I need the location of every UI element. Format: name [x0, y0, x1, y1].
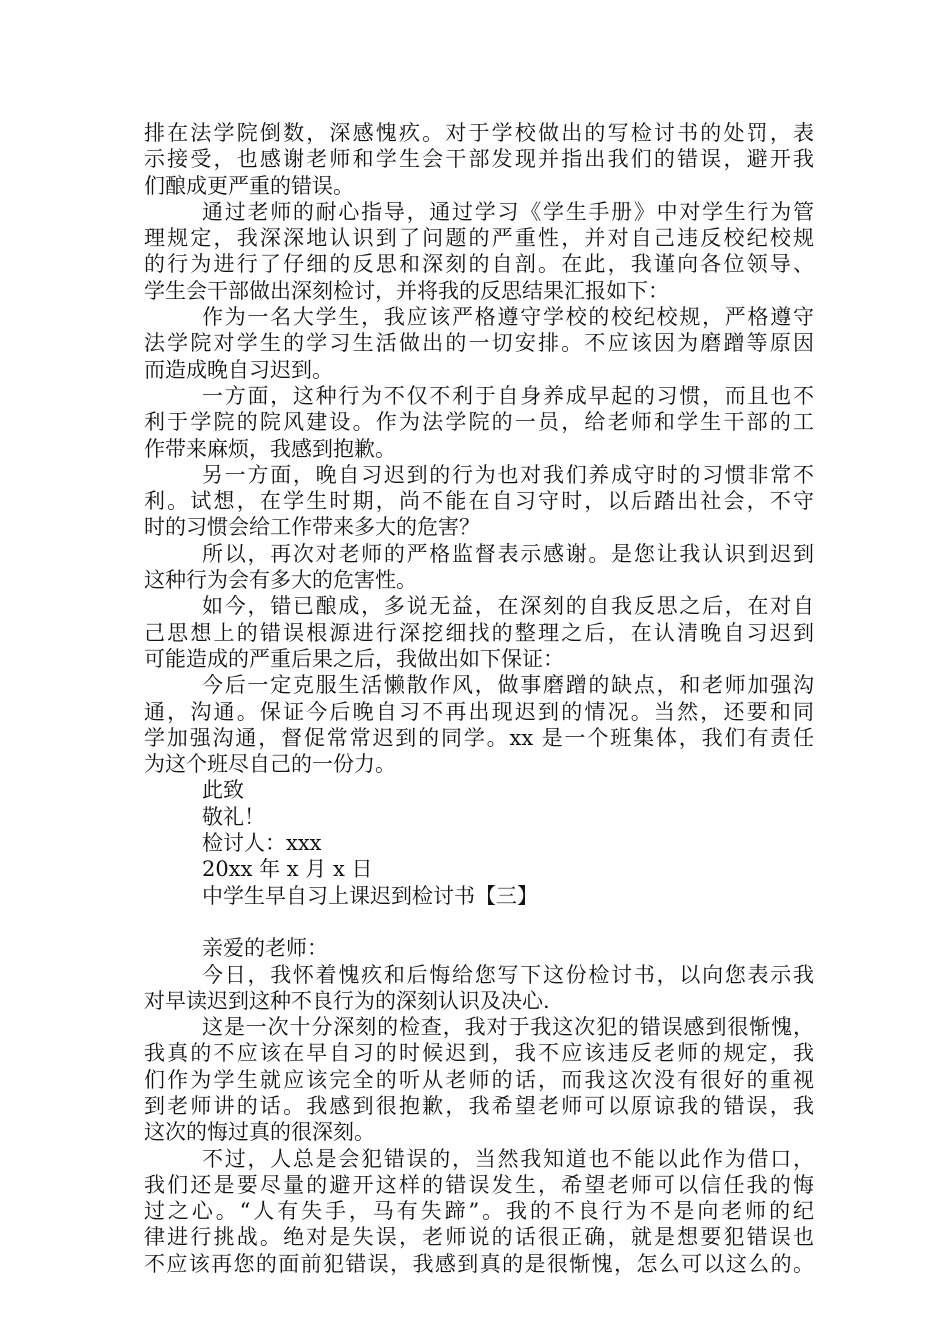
- text-line: 理规定，我深深地认识到了问题的严重性，并对自己违反校纪校规: [144, 226, 814, 251]
- text-line: 今日，我怀着愧疚和后悔给您写下这份检讨书，以向您表示我: [202, 962, 814, 987]
- text-line: 我们还是要尽量的避开这样的错误发生，希望老师可以信任我的悔: [144, 1172, 814, 1197]
- text-line: 时的习惯会给工作带来多大的危害？: [144, 515, 480, 540]
- text-line: 作为一名大学生，我应该严格遵守学校的校纪校规，严格遵守: [202, 305, 814, 330]
- document-body: [144, 120, 814, 1277]
- text-line: 所以，再次对老师的严格监督表示感谢。是您让我认识到迟到: [202, 541, 814, 566]
- text-line: 我真的不应该在早自习的时候迟到，我不应该违反老师的规定，我: [144, 1041, 814, 1066]
- text-line: 可能造成的严重后果之后，我做出如下保证：: [144, 646, 564, 671]
- text-line: 通，沟通。保证今后晚自习不再出现迟到的情况。当然，还要和同: [144, 699, 814, 724]
- date-line: 20xx 年 x 月 x 日: [202, 857, 373, 882]
- text-line: 而造成晚自习迟到。: [144, 357, 333, 382]
- text-line: 另一方面，晚自习迟到的行为也对我们养成守时的习惯非常不: [202, 462, 814, 487]
- blank-line: [144, 909, 814, 935]
- text-line: 们作为学生就应该完全的听从老师的话，而我这次没有很好的重视: [144, 1067, 814, 1092]
- closing-line: 此致: [202, 778, 244, 803]
- text-line: 利于学院的院风建设。作为法学院的一员，给老师和学生干部的工: [144, 410, 814, 435]
- text-line: 排在法学院倒数，深感愧疚。对于学校做出的写检讨书的处罚，表: [144, 121, 814, 145]
- text-line: 利。试想，在学生时期，尚不能在自习守时，以后踏出社会，不守: [144, 489, 814, 514]
- text-line: 的行为进行了仔细的反思和深刻的自剖。在此，我谨向各位领导、: [144, 252, 814, 277]
- text-line: 为这个班尽自己的一份力。: [144, 752, 396, 777]
- text-line: 今后一定克服生活懒散作风，做事磨蹭的缺点，和老师加强沟: [202, 673, 814, 698]
- text-line: 不应该再您的面前犯错误，我感到真的是很惭愧，怎么可以这么的。: [144, 1251, 814, 1276]
- text-line: 己思想上的错误根源进行深挖细找的整理之后，在认清晚自习迟到: [144, 620, 814, 645]
- text-line: 法学院对学生的学习生活做出的一切安排。不应该因为磨蹭等原因: [144, 331, 814, 356]
- text-line: 们酿成更严重的错误。: [144, 173, 354, 198]
- text-line: 过之心。“人有失手，马有失蹄”。我的不良行为不是向老师的纪: [144, 1199, 814, 1224]
- text-line: 学加强沟通，督促常常迟到的同学。xx 是一个班集体，我们有责任: [144, 725, 814, 750]
- text-line: 这是一次十分深刻的检查，我对于我这次犯的错误感到很惭愧，: [202, 1015, 814, 1040]
- text-line: 这次的悔过真的很深刻。: [144, 1120, 375, 1145]
- text-line: 一方面，这种行为不仅不利于自身养成早起的习惯，而且也不: [202, 383, 814, 408]
- text-line: 作带来麻烦，我感到抱歉。: [144, 436, 396, 461]
- signature-line: 检讨人：xxx: [202, 831, 322, 856]
- text-line: 律进行挑战。绝对是失误，老师说的话很正确，就是想要犯错误也: [144, 1225, 814, 1250]
- text-line: 这种行为会有多大的危害性。: [144, 568, 417, 593]
- text-line: 对早读迟到这种不良行为的深刻认识及决心.: [144, 988, 550, 1013]
- text-line: 示接受，也感谢老师和学生会干部发现并指出我们的错误，避开我: [144, 147, 814, 172]
- text-line: 到老师讲的话。我感到很抱歉，我希望老师可以原谅我的错误，我: [144, 1093, 814, 1118]
- salutation-line: 亲爱的老师：: [202, 936, 328, 961]
- text-line: 学生会干部做出深刻检讨，并将我的反思结果汇报如下：: [144, 278, 669, 303]
- closing-line: 敬礼！: [202, 804, 265, 829]
- text-line: 通过老师的耐心指导，通过学习《学生手册》中对学生行为管: [202, 199, 814, 224]
- section-heading: 中学生早自习上课迟到检讨书【三】: [202, 883, 538, 908]
- text-line: 不过，人总是会犯错误的，当然我知道也不能以此作为借口，: [202, 1146, 814, 1171]
- text-line: 如今，错已酿成，多说无益，在深刻的自我反思之后，在对自: [202, 594, 814, 619]
